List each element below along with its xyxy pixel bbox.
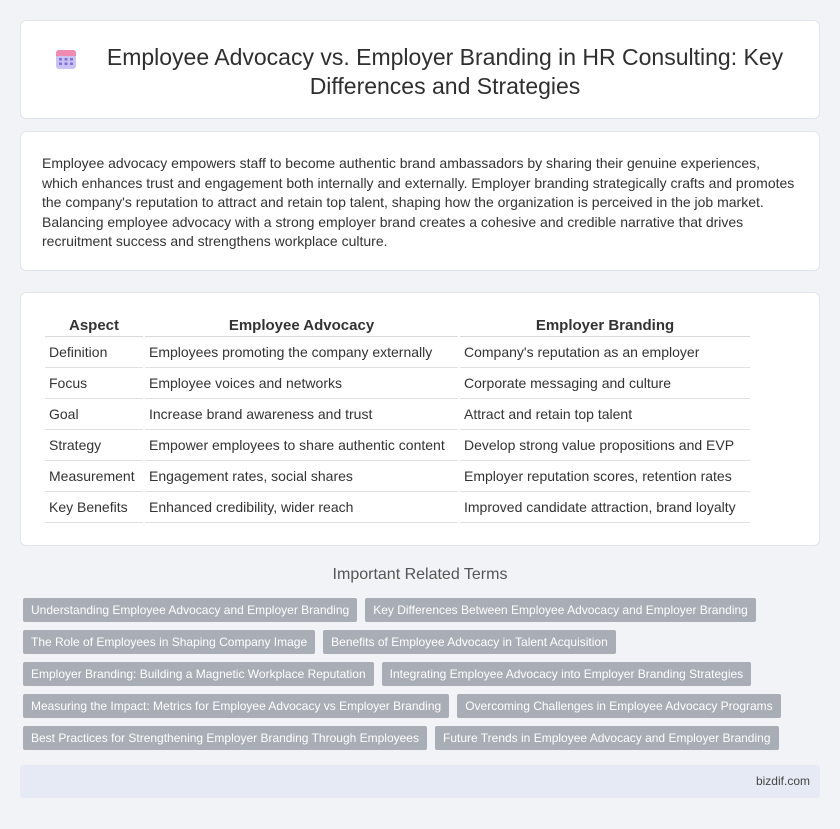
related-term-link[interactable]: Integrating Employee Advocacy into Employer Branding Strategies (382, 662, 752, 686)
table-cell: Improved candidate attraction, brand loyalty (460, 492, 750, 523)
table-cell: Measurement (45, 461, 143, 492)
table-cell: Focus (45, 368, 143, 399)
header-employee-advocacy: Employee Advocacy (145, 315, 458, 337)
page-title: Employee Advocacy vs. Employer Branding in HR Consulting: Key Differences and Strategies (106, 44, 784, 99)
table-cell: Company's reputation as an employer (460, 337, 750, 368)
related-terms-list (23, 598, 803, 750)
header-employer-branding: Employer Branding (460, 315, 750, 337)
title-card (20, 20, 820, 119)
related-term-link[interactable]: Future Trends in Employee Advocacy and Employer Branding (435, 726, 779, 750)
table-cell: Engagement rates, social shares (145, 461, 458, 492)
footer-bar (20, 765, 820, 798)
table-cell: Goal (45, 399, 143, 430)
table-cell: Definition (45, 337, 143, 368)
table-cell: Attract and retain top talent (460, 399, 750, 430)
related-term-link[interactable]: The Role of Employees in Shaping Company Image (23, 630, 315, 654)
table-row (45, 430, 750, 461)
table-cell: Key Benefits (45, 492, 143, 523)
table-cell: Employee voices and networks (145, 368, 458, 399)
site-name[interactable]: bizdif.com (755, 774, 810, 788)
related-terms-heading: Important Related Terms (332, 566, 508, 583)
related-term-link[interactable]: Measuring the Impact: Metrics for Employee Advocacy vs Employer Branding (23, 694, 449, 718)
calendar-icon (54, 47, 78, 71)
table-row (45, 399, 750, 430)
related-term-link[interactable]: Key Differences Between Employee Advocacy and Employer Branding (365, 598, 756, 622)
related-term-link[interactable]: Understanding Employee Advocacy and Employer Branding (23, 598, 357, 622)
related-term-link[interactable]: Overcoming Challenges in Employee Advocacy Programs (457, 694, 780, 718)
header-aspect: Aspect (45, 315, 143, 337)
intro-card (20, 131, 820, 271)
table-row (45, 368, 750, 399)
related-term-link[interactable]: Employer Branding: Building a Magnetic Workplace Reputation (23, 662, 374, 686)
intro-paragraph: Employee advocacy empowers staff to become authentic brand ambassadors by sharing their genuine experiences, which enhances trust and engagement both internally and externally. Employer branding strategically crafts and promotes the company's reputation to attract and retain top talent, shaping how the organization is perceived in the job market. Balancing employee advocacy with a strong employer brand creates a cohesive and credible narrative that drives recruitment success and strengthens workplace culture. (42, 155, 795, 249)
table-row (45, 492, 750, 523)
table-cell: Strategy (45, 430, 143, 461)
table-header-row (45, 315, 750, 337)
table-cell: Empower employees to share authentic content (145, 430, 458, 461)
table-row (45, 337, 750, 368)
comparison-table (43, 315, 752, 523)
table-cell: Employees promoting the company externally (145, 337, 458, 368)
table-cell: Enhanced credibility, wider reach (145, 492, 458, 523)
table-cell: Increase brand awareness and trust (145, 399, 458, 430)
table-cell: Corporate messaging and culture (460, 368, 750, 399)
table-cell: Develop strong value propositions and EVP (460, 430, 750, 461)
related-term-link[interactable]: Best Practices for Strengthening Employer Branding Through Employees (23, 726, 427, 750)
comparison-card (20, 292, 820, 546)
related-term-link[interactable]: Benefits of Employee Advocacy in Talent Acquisition (323, 630, 616, 654)
table-cell: Employer reputation scores, retention rates (460, 461, 750, 492)
table-row (45, 461, 750, 492)
